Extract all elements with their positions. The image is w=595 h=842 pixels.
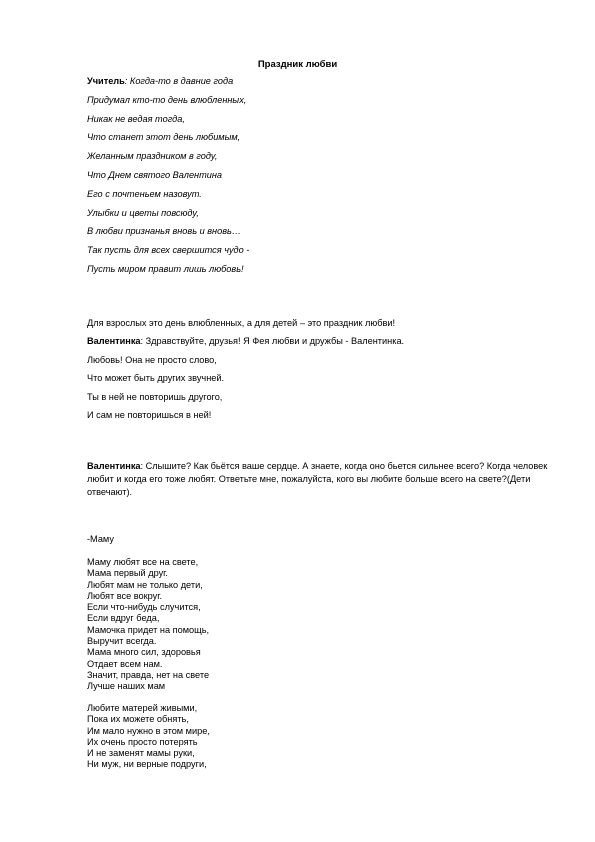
- poem-line: Выручит всегда.: [87, 636, 157, 647]
- poem-mama: [87, 557, 557, 693]
- poem-line: Что станет этот день любимым,: [87, 132, 241, 143]
- section-valentinka-greeting: [87, 317, 557, 427]
- poem-line: В любви признанья вновь и вновь…: [87, 226, 242, 237]
- speech-text: : Слышите? Как бьётся ваше сердце. А знаете, когда оно бьется сильнее всего? Когда человек любит и когда его тоже любят. Ответьте мне, пожалуйста, кого вы любите больше всего на свете?(Дети отвечают).: [87, 461, 548, 497]
- verse-line: Любовь! Она не просто слово,: [87, 354, 217, 365]
- poem-line: Так пусть для всех свершится чудо -: [87, 245, 250, 256]
- poem-line: Что Днем святого Валентина: [87, 169, 223, 180]
- poem-line: Их очень просто потерять: [87, 736, 198, 747]
- poem-line: Лучше наших мам: [87, 681, 166, 692]
- lead-sentence: Для взрослых это день влюбленных, а для детей – это праздник любви!: [87, 318, 396, 328]
- poem-line: Никак не ведая тогда,: [87, 113, 185, 124]
- poem-line: Любят все вокруг.: [87, 590, 163, 601]
- poem-line: Если вдруг беда,: [87, 613, 160, 624]
- answer-line: -Маму: [87, 534, 114, 544]
- verse-line: Ты в ней не повторишь другого,: [87, 391, 223, 402]
- poem-line: Им мало нужно в этом мире,: [87, 725, 210, 736]
- intro-first-line: [87, 75, 557, 94]
- poem-line: Пусть миром правит лишь любовь!: [87, 263, 244, 274]
- speaker-name: Валентинка: [87, 461, 141, 471]
- poem-line: Мамочка придет на помощь,: [87, 624, 210, 635]
- poem-line: Мама много сил, здоровья: [87, 647, 201, 658]
- verse-line: Что может быть других звучней.: [87, 373, 225, 384]
- poem-line: Ни муж, ни верные подруги,: [87, 759, 207, 770]
- intro-poem: [87, 75, 557, 282]
- poem-line: Любите матерей живыми,: [87, 703, 198, 713]
- poem-line: Любят мам не только дети,: [87, 579, 203, 590]
- poem-line: Если что-нибудь случится,: [87, 602, 201, 613]
- poem-line: И не заменят мамы руки,: [87, 748, 195, 759]
- poem-line: Значит, правда, нет на свете: [87, 669, 210, 680]
- poem-line: : Когда-то в давние года: [124, 76, 234, 86]
- speaker-name: Учитель: [87, 76, 125, 86]
- poem-line: Пока их можете обнять,: [87, 714, 189, 725]
- poem-line: Мама первый друг.: [87, 568, 168, 579]
- speech-text: : Здравствуйте, друзья! Я Фея любви и дружбы - Валентинка.: [140, 336, 405, 347]
- section-question: [87, 460, 553, 499]
- poem-line: Отдает всем нам.: [87, 658, 163, 669]
- poem-line: Желанным праздником в году,: [87, 151, 218, 162]
- speaker-name: Валентинка: [87, 336, 141, 347]
- poem-line: Улыбки и цветы повсюду,: [87, 207, 199, 218]
- verse-line: И сам не повторишься в ней!: [87, 409, 212, 420]
- greeting-line: [87, 335, 557, 353]
- poem-mothers: [87, 703, 557, 771]
- poem-line: Его с почтеньем назовут.: [87, 188, 202, 199]
- document-title: Праздник любви: [257, 59, 338, 70]
- poem-line: Маму любят все на свете,: [87, 557, 199, 567]
- poem-line: Придумал кто-то день влюбленных,: [87, 94, 247, 105]
